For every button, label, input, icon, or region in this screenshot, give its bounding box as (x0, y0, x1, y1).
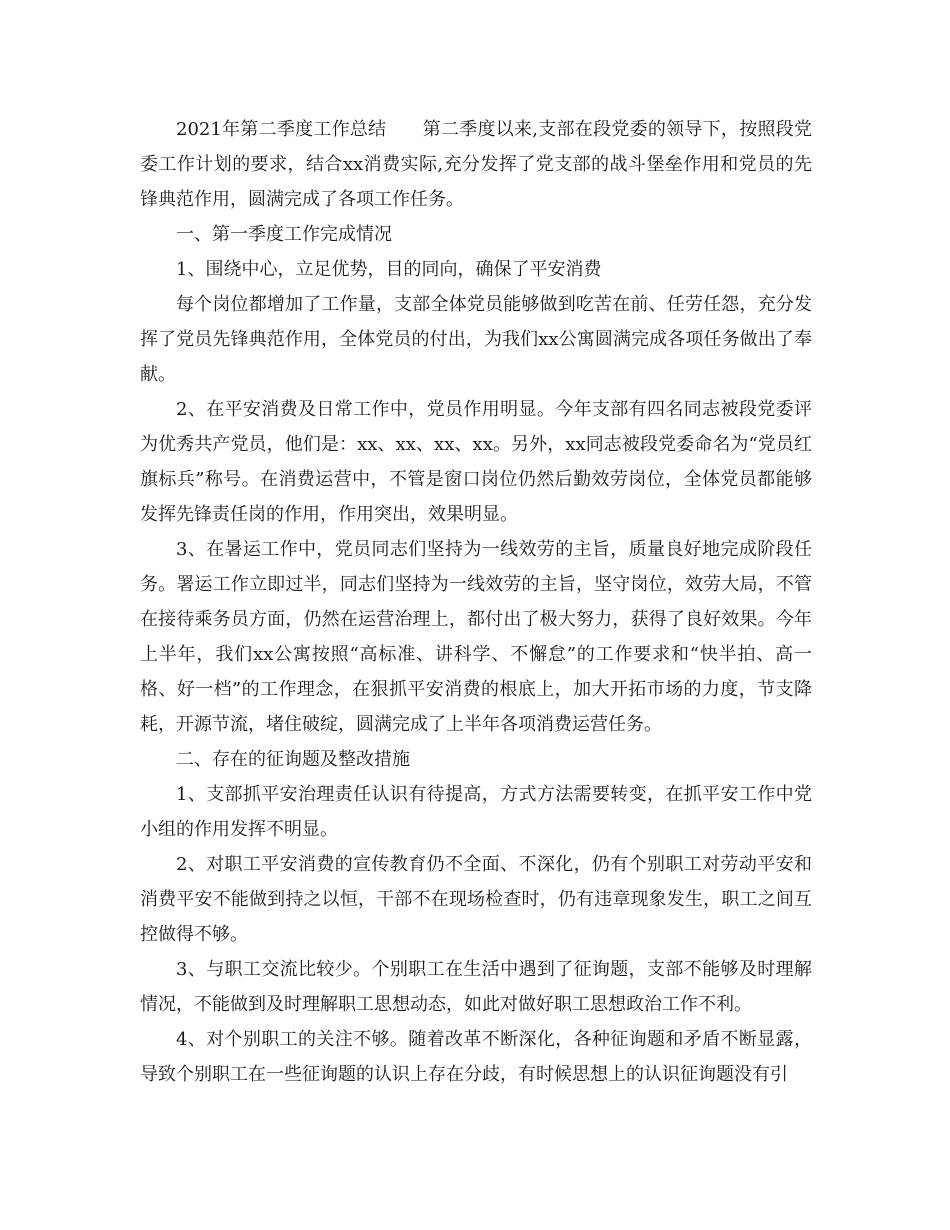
sub-heading: 1、围绕中心，立足优势，目的同向，确保了平安消费 (176, 259, 602, 280)
paragraph: 4、对个别职工的关注不够。随着改革不断深化，各种征询题和矛盾不断显露，导致个别职工在一些征询题的认识上存在分歧，有时候思想上的认识征询题没有引 (140, 1029, 812, 1085)
paragraph: 1、支部抓平安治理责任认识有待提高，方式方法需要转变，在抓平安工作中党小组的作用发挥不明显。 (140, 784, 812, 840)
section-heading: 一、第一季度工作完成情况 (176, 224, 392, 245)
opening-paragraph (140, 112, 812, 217)
paragraph-text: 第二季度以来,支部在段党委的领导下，按照段党委工作计划的要求，结合xx消费实际,充分发挥了党支部的战斗堡垒作用和党员的先锋典范作用，圆满完成了各项工作任务。 (140, 119, 812, 210)
section-heading: 二、存在的征询题及整改措施 (176, 749, 410, 770)
paragraph: 2、对职工平安消费的宣传教育仍不全面、不深化，仍有个别职工对劳动平安和消费平安不能做到持之以恒，干部不在现场检查时，仍有违章现象发生，职工之间互控做得不够。 (140, 854, 812, 945)
document-body (140, 112, 812, 1092)
paragraph: 2、在平安消费及日常工作中，党员作用明显。今年支部有四名同志被段党委评为优秀共产党员，他们是：xx、xx、xx、xx。另外，xx同志被段党委命名为“党员红旗标兵”称号。在消费运营中，不管是窗口岗位仍然后勤效劳岗位，全体党员都能够发挥先锋责任岗的作用，作用突出，效果明显。 (140, 399, 812, 525)
paragraph: 每个岗位都增加了工作量，支部全体党员能够做到吃苦在前、任劳任怨，充分发挥了党员先锋典范作用，全体党员的付出，为我们xx公寓圆满完成各项任务做出了奉献。 (140, 294, 812, 385)
paragraph: 3、与职工交流比较少。个别职工在生活中遇到了征询题，支部不能够及时理解情况，不能做到及时理解职工思想动态，如此对做好职工思想政治工作不利。 (140, 959, 812, 1015)
paragraph: 3、在暑运工作中，党员同志们坚持为一线效劳的主旨，质量良好地完成阶段任务。署运工作立即过半，同志们坚持为一线效劳的主旨，坚守岗位，效劳大局，不管在接待乘务员方面，仍然在运营治理上，都付出了极大努力，获得了良好效果。今年上半年，我们xx公寓按照“高标准、讲科学、不懈怠”的工作要求和“快半拍、高一格、好一档”的工作理念，在狠抓平安消费的根底上，加大开拓市场的力度，节支降耗，开源节流，堵住破绽，圆满完成了上半年各项消费运营任务。 (140, 539, 812, 735)
document-title: 2021年第二季度工作总结 (176, 119, 387, 140)
